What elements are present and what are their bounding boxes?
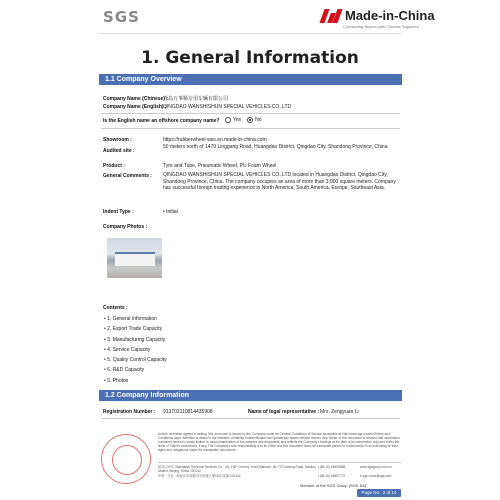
showroom-label: Showroom : [103,137,132,143]
indent-type-label: Indent Type : [103,209,134,215]
company-name-en-value: QINGDAO WANSHISHUN SPECIAL VEHICLES CO.,LTD [163,104,292,110]
made-in-china-tagline: Connecting Buyers with Chinese Suppliers [343,24,419,29]
made-in-china-wordmark: Made-in-China [345,7,435,23]
divider [101,113,400,114]
company-photo[interactable] [107,238,162,278]
offshore-yes-radio[interactable] [225,117,231,123]
footer-member: Member of the SGS Group (SGS SA) [300,483,367,488]
footer-divider [158,462,401,463]
audited-site-value: 50 meters north of 1479 Linggang Road, Huangdao District, Qingdao City, Shandong Province, China [163,144,388,150]
header-divider [99,33,401,34]
made-in-china-logo [320,7,435,23]
page-title: 1. General Information [141,48,359,68]
company-name-en-label: Company Name (English) : [103,104,167,110]
company-name-cn-value: 青岛万事顺专用车辆有限公司 [163,96,229,102]
contents-item: • 6. R&D Capacity [104,367,145,374]
divider [101,128,400,129]
general-comments-value: QINGDAO WANSHISHUN SPECIAL VEHICLES CO.,LTD located in Huangdao District, Qingdao City, Shandong Province, China. The company occupies an area of more than 3,000 square meters. Company has successful foreign trading experience in North America, South America, Europe, Southeast Asia. [163,172,396,191]
contents-label: Contents : [103,305,128,311]
contents-item: • 1. General Information [104,316,157,322]
legal-representative-label: Name of legal representative : [248,409,320,415]
contents-item: • 3. Manufacturing Capacity [104,336,166,343]
contents-item: • 9. Photos [104,377,129,384]
contents-list [104,314,167,386]
footer-disclaimer: Unless otherwise agreed in writing, this document is issued by the Company under its General Conditions of Service accessible at http://www.sgs.com/en/Terms-and-Conditions.aspx. Attention is drawn to the limitation of liability, indemnification and jurisdiction issues defined therein. Any holder of this document is advised that information contained hereon is solely limited to visual examination of the samples and documents and reflects the Company's findings at the time of its intervention only and within the limits of Client's instructions, if any. The Company's sole responsibility is to its Client and this document does not exonerate parties to a transaction from exercising all their rights and obligations under the transaction documents. [158,432,400,452]
showroom-link[interactable]: https://rubberwheel-wss.en.made-in-china.com [163,137,267,143]
indent-type-text: Initial [166,209,178,215]
offshore-question-label: Is the English name an offshore company name? [103,118,220,124]
legal-representative-value: Mrs. Zengyuan Li [320,409,359,415]
indent-type-value: • Initial [163,209,178,215]
sgs-logo: SGS [103,8,140,26]
footer-email[interactable]: e sgs.china@sgs.com [360,474,392,478]
registration-number-value: 913702110814435908 [163,409,213,415]
section-header-company-information: 1.2 Company Information [99,390,402,401]
contents-item: • 2. Export Trade Capacity [104,326,163,333]
contents-item: • 4. Service Capacity [104,346,151,353]
footer-phone: t (86-10) 68450688 [318,465,346,469]
contents-item: • 5. Quality Control Capacity [104,357,167,364]
section-header-company-overview: 1.1 Company Overview [99,74,402,85]
registration-number-label: Registration Number : [103,409,156,415]
company-photos-label: Company Photos : [103,224,148,230]
footer-fax: f (86-10) 68457772 [318,474,346,478]
footer-address-cn: 中国 · 北京 · 海淀区阜成路73号裕惠大厦16层 邮编 100142 [158,474,241,478]
general-comments-label: General Comments : [103,173,152,179]
page-number-badge: Page No.: 2 of 14 [357,489,401,497]
made-in-china-mark-icon [320,7,342,23]
audited-site-label: Audited site : [103,148,135,154]
offshore-radio-group [225,117,262,124]
factory-building-image [115,252,155,266]
offshore-no-label: No [255,117,262,123]
sgs-seal-stamp [101,434,151,484]
product-label: Product : [103,163,125,169]
offshore-yes-label: Yes [233,117,242,123]
footer-web[interactable]: www.sgsgroup.com.cn [360,465,392,469]
product-value: Tyre and Tube, Pneumatic Wheel, PU Foam Wheel [163,163,277,169]
company-name-cn-label: Company Name (Chinese) : [103,96,169,102]
footer-address-en: SGS-CSTC Standards Technical Services Co., Ltd. 16/F Century Yuhui Mansion, No.73 Fucheng Road, Haidian District, Beijing, China 100142 [158,465,316,473]
divider [101,418,400,419]
offshore-no-radio[interactable] [247,117,253,123]
